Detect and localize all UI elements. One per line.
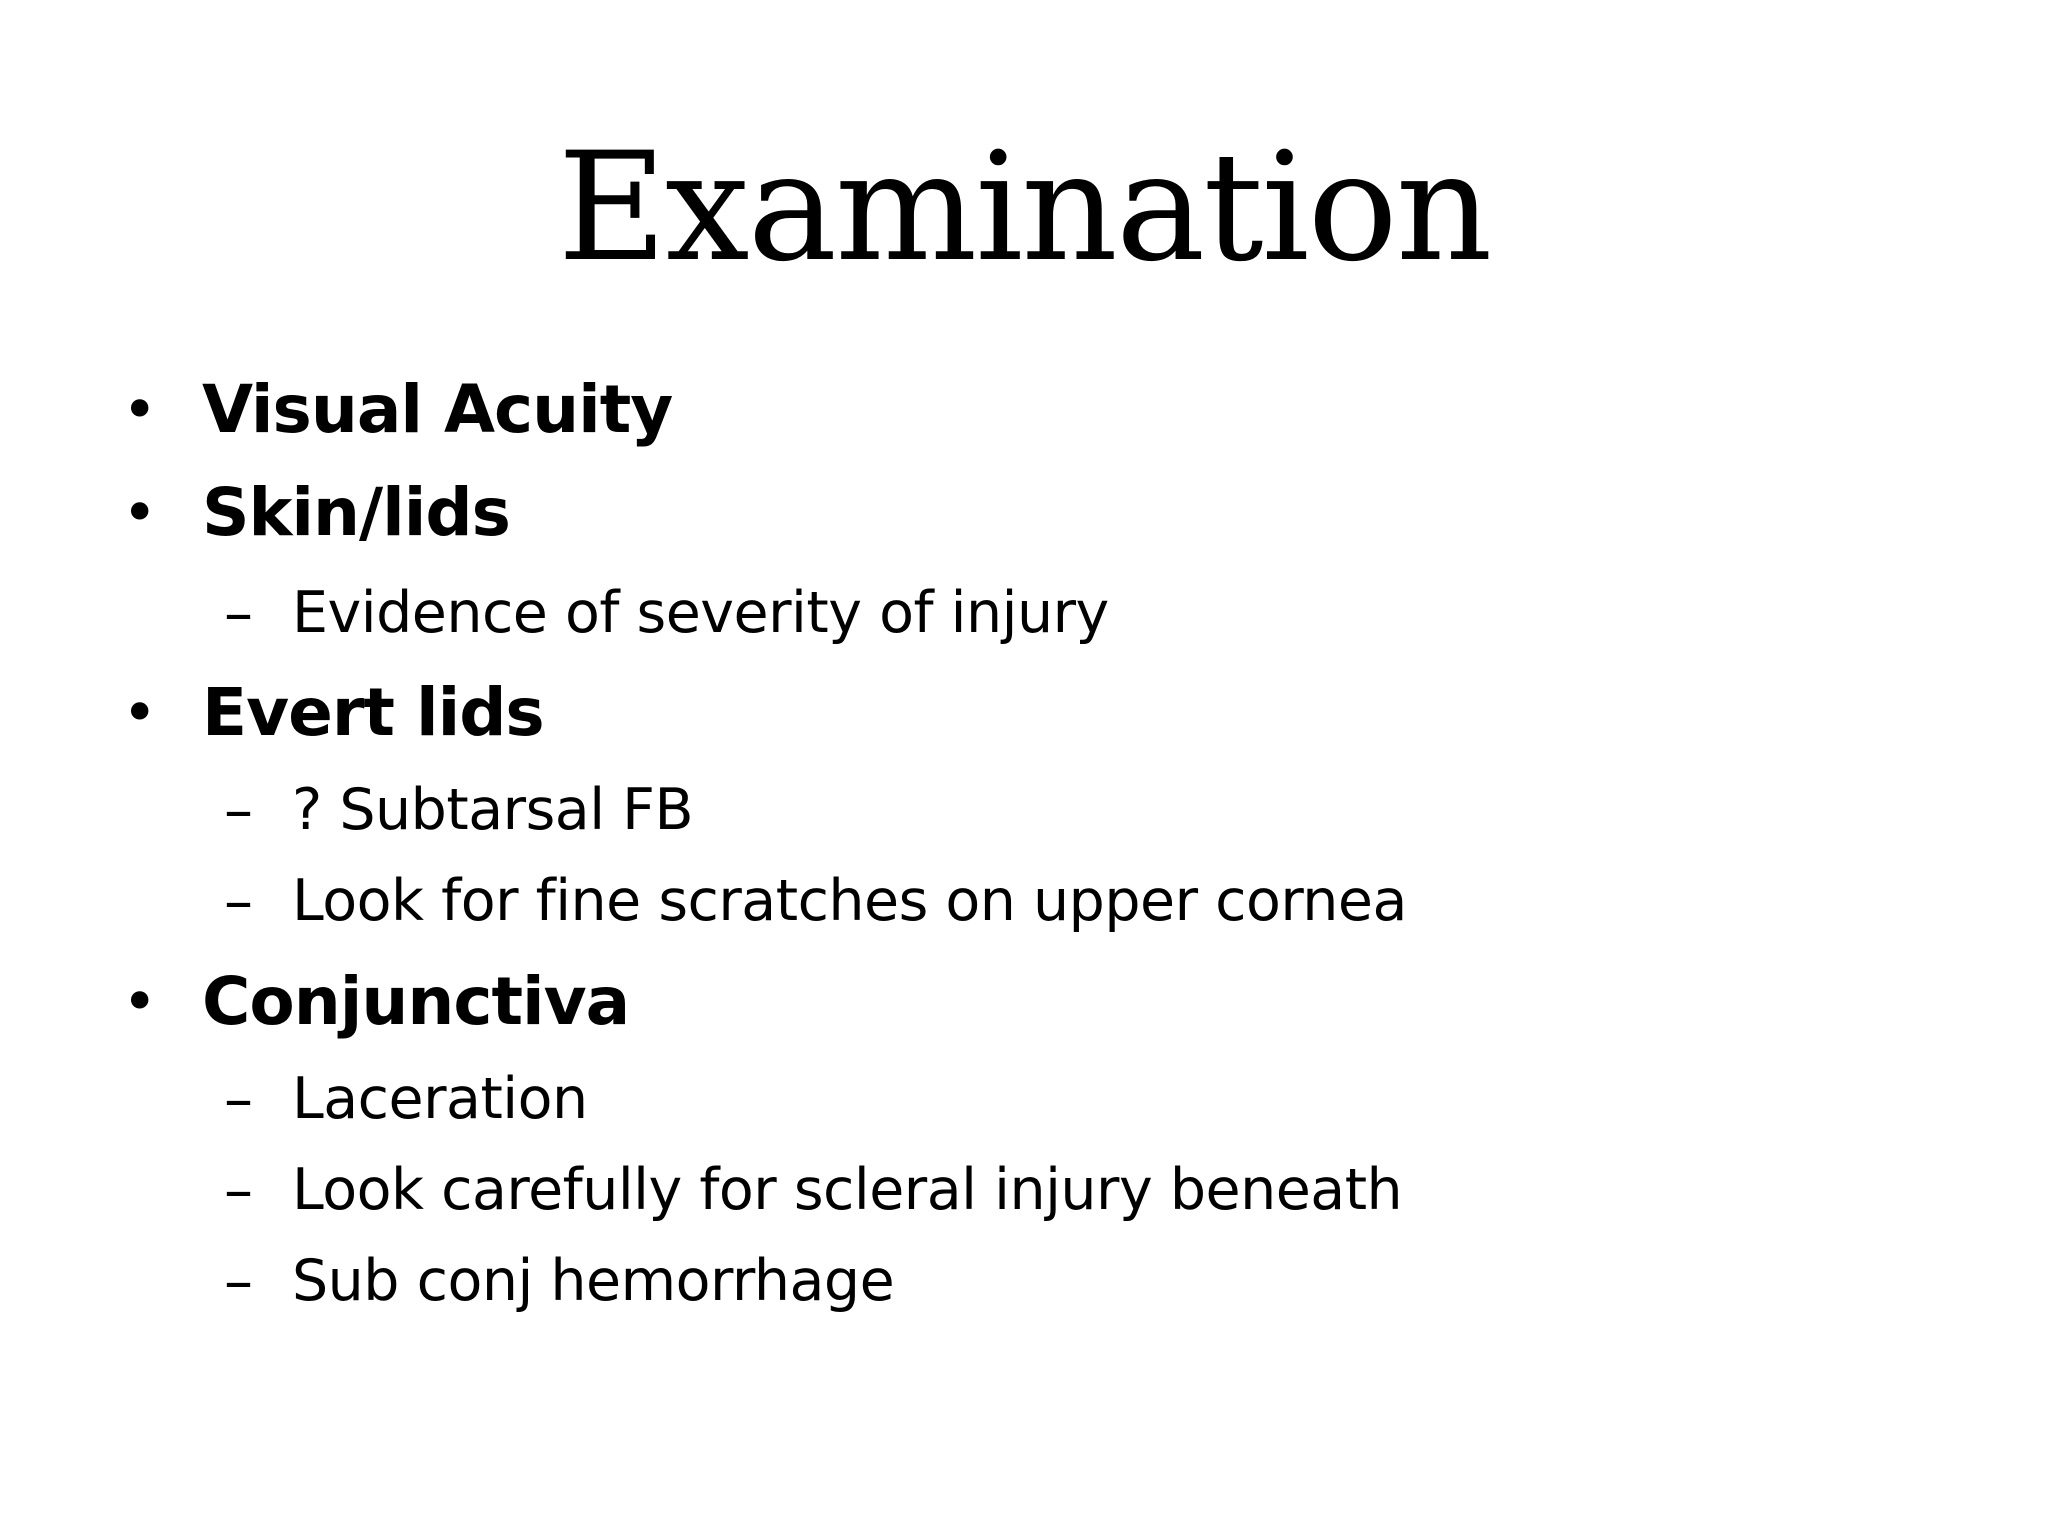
dash-marker: –: [224, 579, 253, 647]
dash-marker: –: [224, 1065, 253, 1133]
dash-marker: –: [224, 1156, 253, 1224]
bullet-marker: •: [122, 478, 158, 548]
dash-marker: –: [224, 776, 253, 844]
bullet-marker: •: [122, 967, 158, 1037]
bullet-label: Visual Acuity: [202, 371, 673, 448]
sub-item-label: Look for fine scratches on upper cornea: [292, 868, 1407, 934]
bullet-label: Evert lids: [202, 674, 544, 751]
sub-item-label: Sub conj hemorrhage: [292, 1248, 895, 1314]
bullet-marker: •: [122, 678, 158, 748]
bullet-label: Conjunctiva: [202, 963, 630, 1040]
sub-item-label: Laceration: [292, 1066, 588, 1132]
bullet-label: Skin/lids: [202, 474, 510, 551]
sub-item-label: ? Subtarsal FB: [292, 777, 694, 843]
sub-item-label: Look carefully for scleral injury beneath: [292, 1157, 1403, 1223]
slide-title: Examination: [557, 121, 1491, 295]
dash-marker: –: [224, 1247, 253, 1315]
bullet-marker: •: [122, 375, 158, 445]
dash-marker: –: [224, 867, 253, 935]
sub-item-label: Evidence of severity of injury: [292, 580, 1109, 646]
